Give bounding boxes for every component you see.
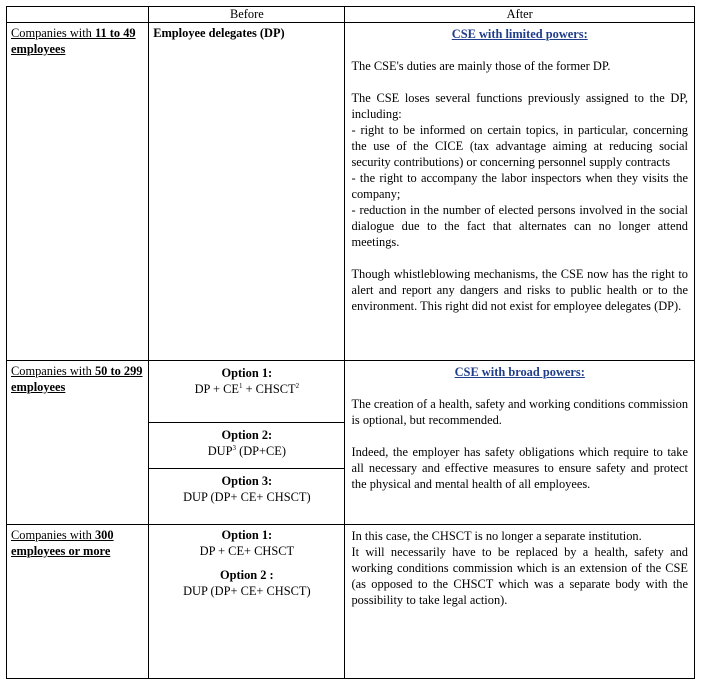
cse-title: CSE with limited powers: <box>451 27 588 41</box>
option-text: DUP (DP+ CE+ CHSCT) <box>183 490 311 504</box>
company-size: 50 to 299 employees <box>11 364 143 394</box>
header-row <box>7 7 695 23</box>
before-title: Employee delegates (DP) <box>153 26 285 40</box>
before-cell <box>149 361 345 525</box>
company-size: 300 employees or more <box>11 528 114 558</box>
comparison-table <box>6 6 695 679</box>
option-title: Option 1: <box>221 528 273 542</box>
table-row <box>7 361 695 525</box>
option-title: Option 1: <box>221 366 273 380</box>
option-block <box>149 469 344 514</box>
footnote-ref: 3 <box>232 443 236 452</box>
option-text: DP + CE <box>194 382 239 396</box>
footnote-ref: 2 <box>295 381 300 390</box>
option-block <box>153 567 340 599</box>
after-list-item: - right to be informed on certain topics, in particular, concerning the use of the CICE (tax advantage aiming at reducing social security contributions) or concerning personnel supply contracts <box>351 123 688 169</box>
after-line: It will necessarily have to be replaced by a health, safety and working conditions commission which is an extension of the CSE (as opposed to the CHSCT which was a separate body with the possibility to take legal action). <box>351 545 688 607</box>
company-size-cell <box>7 525 149 679</box>
after-cell <box>345 23 695 361</box>
option-block <box>153 527 340 559</box>
option-title: Option 3: <box>221 474 273 488</box>
after-paragraph: Indeed, the employer has safety obligations which require to take all necessary and effective measures to ensure safety and protect the physical and mental health of all employees. <box>351 445 688 491</box>
after-list-item: - the right to accompany the labor inspectors when they visits the company; <box>351 171 688 201</box>
option-text: DUP (DP+ CE+ CHSCT) <box>183 584 311 598</box>
after-paragraph: The creation of a health, safety and working conditions commission is optional, but recommended. <box>351 397 689 427</box>
option-title: Option 2: <box>221 428 273 442</box>
option-text: (DP+CE) <box>235 444 286 458</box>
option-text: DP + CE+ CHSCT <box>199 544 295 558</box>
option-text: + CHSCT <box>242 382 296 396</box>
option-block <box>149 423 344 469</box>
after-paragraph: The CSE's duties are mainly those of the former DP. <box>351 59 611 73</box>
table-row <box>7 23 695 361</box>
after-cell <box>345 525 695 679</box>
after-paragraph: The CSE loses several functions previously assigned to the DP, including: <box>351 91 688 121</box>
footnote-ref: 1 <box>238 381 243 390</box>
after-cell <box>345 361 695 525</box>
header-empty <box>7 7 149 23</box>
after-paragraph: Though whistleblowing mechanisms, the CSE now has the right to alert and report any dangers and risks to public health or to the environment. This right did not exist for employee delegates (DP). <box>351 267 688 313</box>
company-size-cell <box>7 361 149 525</box>
option-block <box>149 361 344 423</box>
company-prefix: Companies with <box>11 26 95 40</box>
header-before: Before <box>149 7 345 23</box>
table-row <box>7 525 695 679</box>
company-size-cell <box>7 23 149 361</box>
option-title: Option 2 : <box>219 568 274 582</box>
header-after: After <box>345 7 695 23</box>
company-prefix: Companies with <box>11 528 95 542</box>
after-line: In this case, the CHSCT is no longer a separate institution. <box>351 529 642 543</box>
after-list-item: - reduction in the number of elected persons involved in the social dialogue due to the fact that alternates can no longer attend meetings. <box>351 203 688 249</box>
before-cell <box>149 525 345 679</box>
company-prefix: Companies with <box>11 364 95 378</box>
before-cell <box>149 23 345 361</box>
company-size: 11 to 49 employees <box>11 26 136 56</box>
cse-title: CSE with broad powers: <box>454 365 585 379</box>
option-text: DUP <box>207 444 233 458</box>
